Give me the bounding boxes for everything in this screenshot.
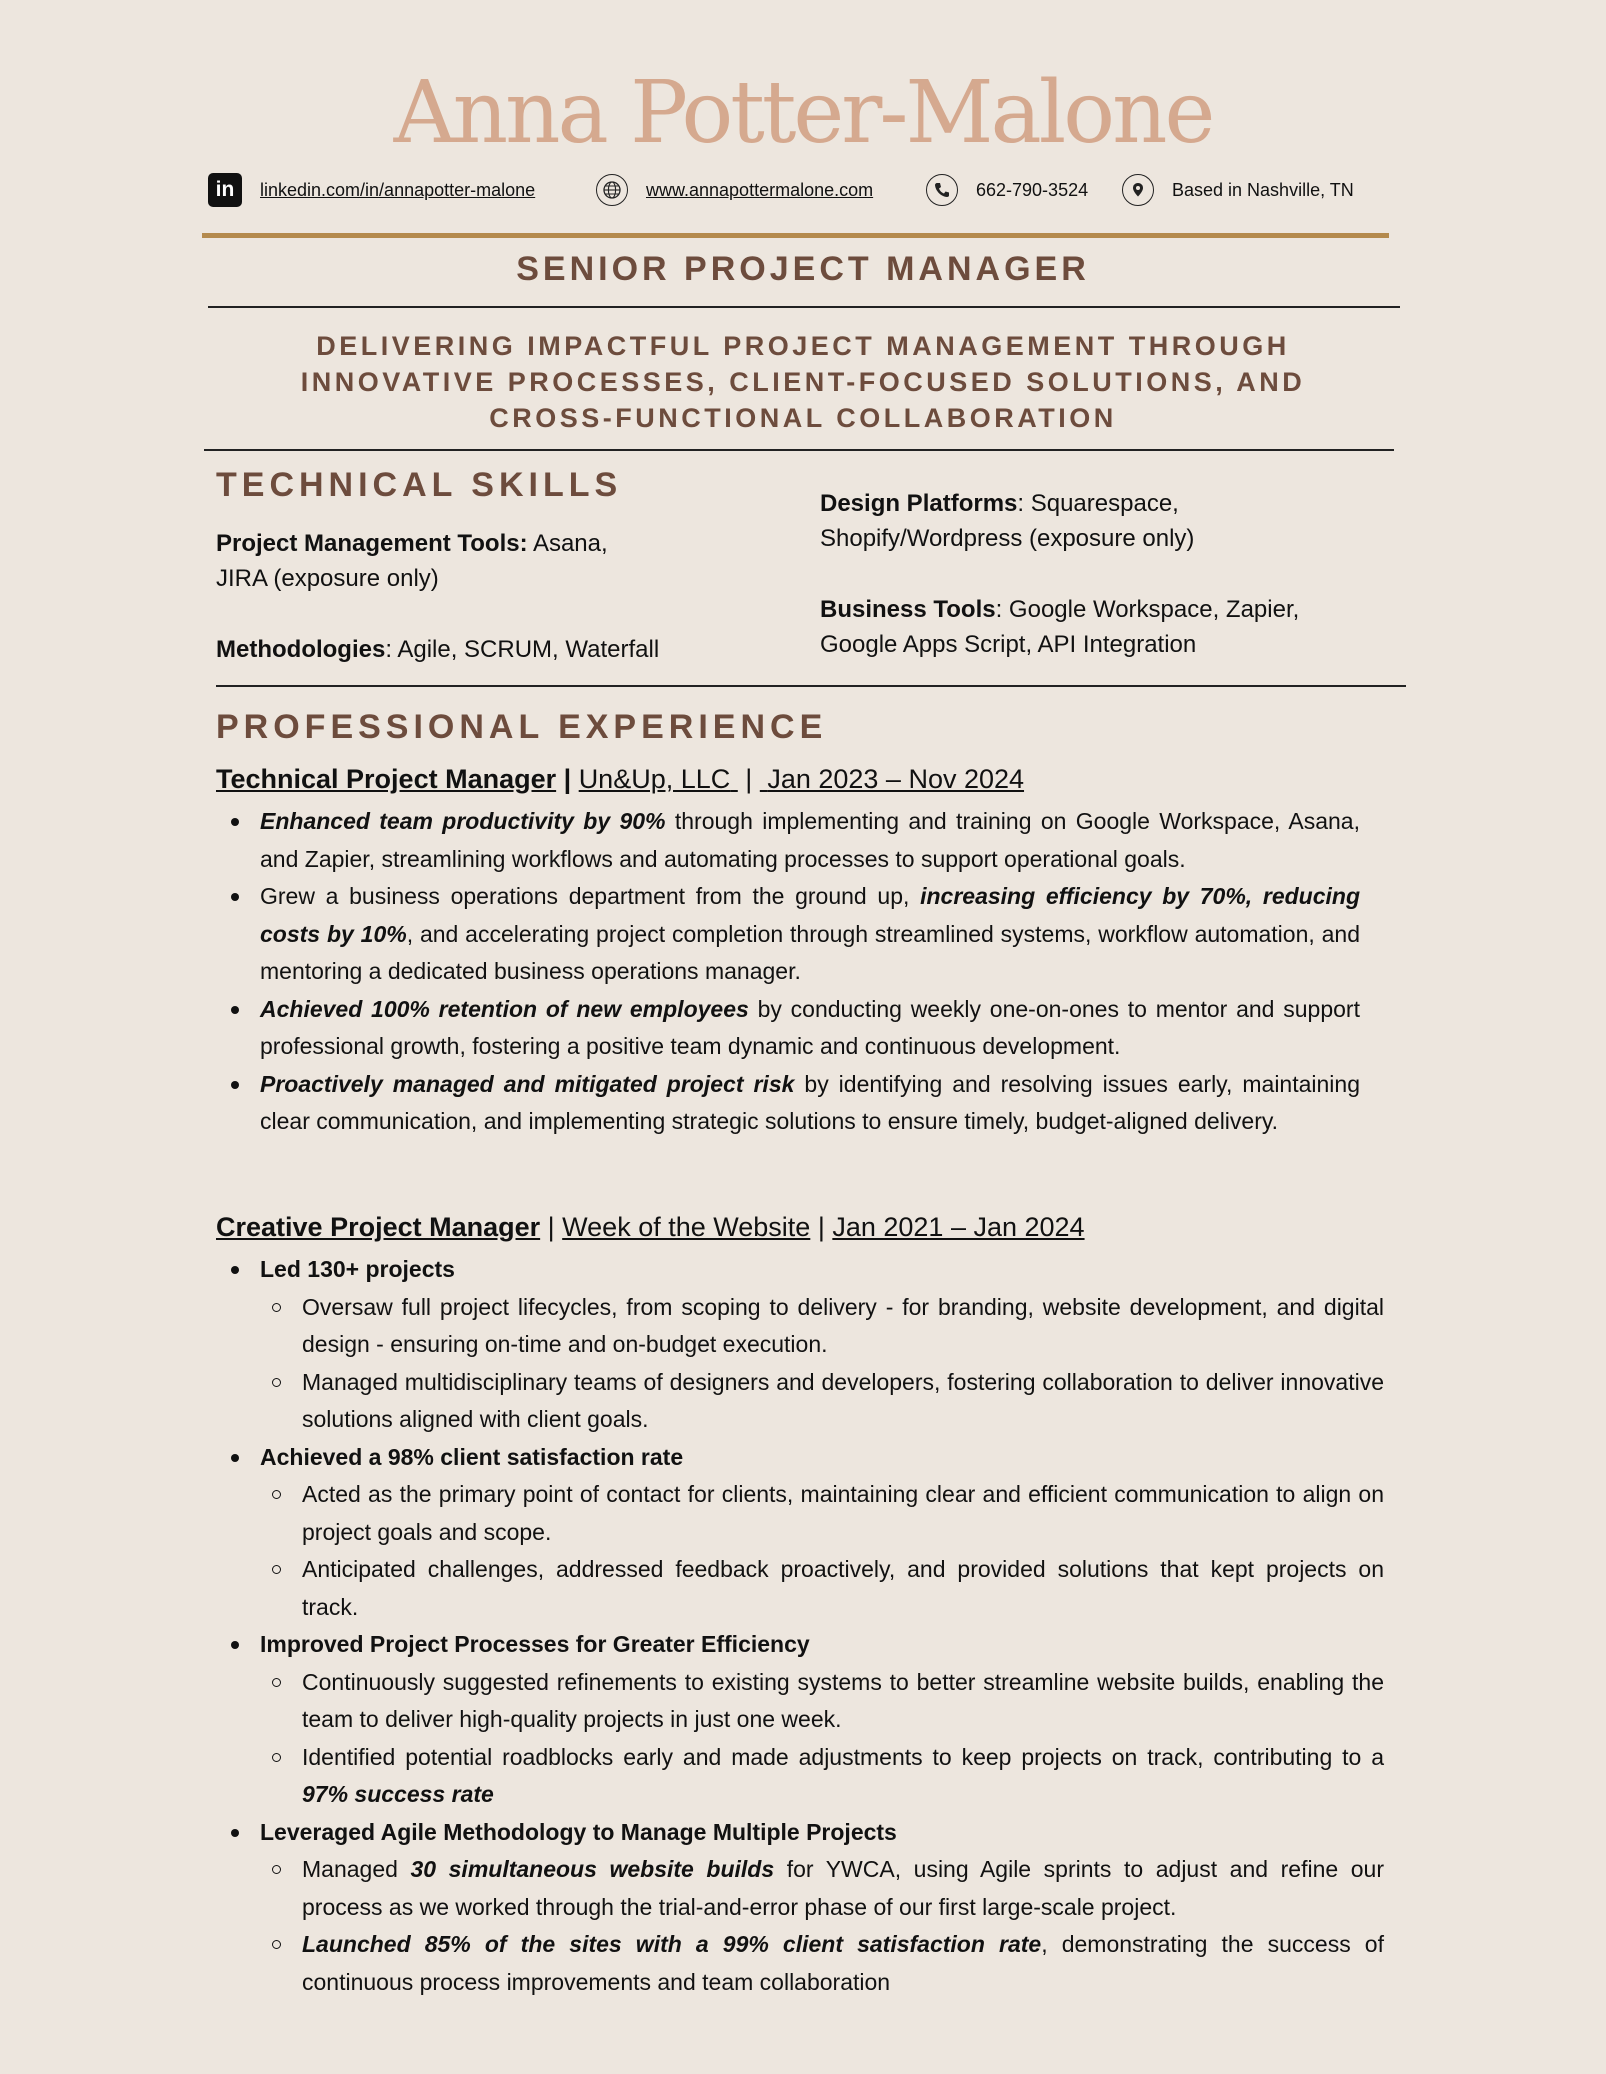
skill-pm-tools	[216, 526, 656, 596]
skill-value: : Agile, SCRUM, Waterfall	[385, 636, 660, 663]
location-pin-icon	[1122, 174, 1154, 206]
job-bullets	[216, 1251, 1384, 2001]
highlight-text: increasing efficiency by 70%, reducing costs by 10%	[260, 883, 1360, 947]
skill-value: : Squarespace, Shopify/Wordpress (exposure only)	[820, 490, 1195, 552]
job-bullets	[216, 803, 1360, 1141]
bullet-item	[216, 803, 1360, 878]
skill-value: : Google Workspace, Zapier, Google Apps Script, API Integration	[820, 596, 1300, 658]
bullet-text: Grew a business operations department from the ground up,	[260, 883, 921, 909]
bullet-item	[216, 878, 1360, 991]
section-heading-experience: PROFESSIONAL EXPERIENCE	[216, 708, 828, 746]
bullet-heading	[216, 1439, 1384, 1477]
bullet-text: Continuously suggested refinements to existing systems to better streamline website builds, enabling the team to deliver high-quality projects in just one week.	[302, 1668, 1384, 1732]
phone-number: 662-790-3524	[976, 179, 1089, 200]
tagline: DELIVERING IMPACTFUL PROJECT MANAGEMENT THROUGH INNOVATIVE PROCESSES, CLIENT-FOCUSED SOLUTIONS, AND CROSS-FUNCTIONAL COLLABORATION	[300, 331, 1306, 433]
job-dates: Jan 2023 – Nov 2024	[767, 764, 1025, 794]
job-title: Creative Project Manager	[216, 1212, 541, 1242]
divider	[208, 306, 1400, 308]
bullet-text: Led 130+ projects	[260, 1256, 455, 1282]
bullet-item	[216, 1066, 1360, 1141]
highlight-text: Launched 85% of the sites with a 99% client satisfaction rate	[302, 1931, 1042, 1957]
bullet-item	[216, 991, 1360, 1066]
skill-label: Methodologies	[216, 636, 386, 663]
bullet-heading	[216, 1626, 1384, 1664]
company-name: Week of the Website	[562, 1212, 811, 1242]
sub-bullet	[216, 1664, 1384, 1739]
contact-phone	[926, 168, 1088, 212]
job-header: Creative Project Manager | Week of the Website | Jan 2021 – Jan 2024	[216, 1212, 1085, 1242]
divider	[204, 449, 1394, 451]
job-title-heading: SENIOR PROJECT MANAGER	[516, 250, 1090, 288]
contact-row	[208, 168, 1388, 212]
contact-website[interactable]	[596, 168, 873, 212]
sub-bullet	[216, 1739, 1384, 1814]
bullet-text: Oversaw full project lifecycles, from scoping to delivery - for branding, website development, and digital design - ensuring on-time and on-budget execution.	[302, 1293, 1384, 1357]
bullet-heading	[216, 1814, 1384, 1852]
contact-location	[1122, 168, 1354, 212]
bullet-text: Leveraged Agile Methodology to Manage Multiple Projects	[260, 1818, 897, 1845]
bullet-heading	[216, 1251, 1384, 1289]
bullet-text: through implementing and training on Google Workspace, Asana, and Zapier, streamlining workflows and automating processes to support operational goals.	[260, 808, 1360, 872]
location-text: Based in Nashville, TN	[1172, 179, 1354, 200]
skill-label: Business Tools	[820, 596, 996, 623]
bullet-text: Managed	[302, 1856, 411, 1882]
bullet-text: Acted as the primary point of contact for clients, maintaining clear and efficient communication to align on project goals and scope.	[302, 1481, 1384, 1545]
company-name: Un&Up, LLC	[578, 764, 731, 794]
job-dates: Jan 2021 – Jan 2024	[832, 1212, 1085, 1242]
linkedin-link[interactable]: linkedin.com/in/annapotter-malone	[260, 179, 536, 200]
bullet-text: Improved Project Processes for Greater Efficiency	[260, 1631, 810, 1657]
bullet-text: by identifying and resolving issues early, maintaining clear communication, and implementing strategic solutions to ensure timely, budget-aligned delivery.	[260, 1070, 1360, 1134]
divider	[216, 685, 1406, 687]
bullet-text: Identified potential roadblocks early and made adjustments to keep projects on track, contributing to a	[302, 1743, 1384, 1770]
skill-business-tools	[820, 592, 1380, 662]
job-title: Technical Project Manager	[216, 764, 557, 794]
sub-bullet	[216, 1851, 1384, 1926]
globe-icon	[596, 174, 628, 206]
job-header: Technical Project Manager | Un&Up, LLC | Jan 2023 – Nov 2024	[216, 764, 1025, 794]
website-link[interactable]: www.annapottermalone.com	[646, 179, 874, 200]
highlight-text: Achieved 100% retention of new employees	[260, 995, 749, 1022]
skill-design-platforms	[820, 486, 1360, 556]
sub-bullet	[216, 1926, 1384, 2001]
candidate-name: Anna Potter-Malone	[393, 63, 1213, 163]
bullet-text: for YWCA, using Agile sprints to adjust and refine our process as we worked through the trial-and-error phase of our first large-scale project.	[302, 1856, 1384, 1920]
sub-bullet	[216, 1476, 1384, 1551]
highlight-text: Proactively managed and mitigated project risk	[260, 1070, 795, 1097]
bullet-text: Managed multidisciplinary teams of designers and developers, fostering collaboration to deliver innovative solutions aligned with client goals.	[302, 1368, 1384, 1432]
bullet-text: Anticipated challenges, addressed feedback proactively, and provided solutions that kept projects on track.	[302, 1556, 1384, 1620]
bullet-text: , and accelerating project completion through streamlined systems, workflow automation, and mentoring a dedicated business operations manager.	[260, 920, 1360, 984]
linkedin-icon: in	[208, 173, 242, 207]
skill-value: Asana, JIRA (exposure only)	[216, 530, 608, 592]
highlight-text: Enhanced team productivity by 90%	[260, 808, 666, 834]
skill-label: Project Management Tools:	[216, 530, 528, 557]
highlight-text: 97% success rate	[302, 1781, 494, 1807]
phone-icon	[926, 174, 958, 206]
sub-bullet	[216, 1551, 1384, 1626]
highlight-text: 30 simultaneous website builds	[410, 1856, 775, 1882]
gold-divider	[202, 233, 1389, 238]
bullet-text: , demonstrating the success of continuous process improvements and team collaboration	[302, 1931, 1384, 1995]
sub-bullet	[216, 1364, 1384, 1439]
section-heading-skills: TECHNICAL SKILLS	[216, 466, 623, 504]
skill-methodologies	[216, 632, 736, 667]
bullet-text: Achieved a 98% client satisfaction rate	[260, 1443, 684, 1470]
skill-label: Design Platforms	[820, 490, 1018, 517]
sub-bullet	[216, 1289, 1384, 1364]
bullet-text: by conducting weekly one-on-ones to mentor and support professional growth, fostering a positive team dynamic and continuous development.	[260, 995, 1360, 1059]
contact-linkedin[interactable]	[208, 168, 535, 212]
